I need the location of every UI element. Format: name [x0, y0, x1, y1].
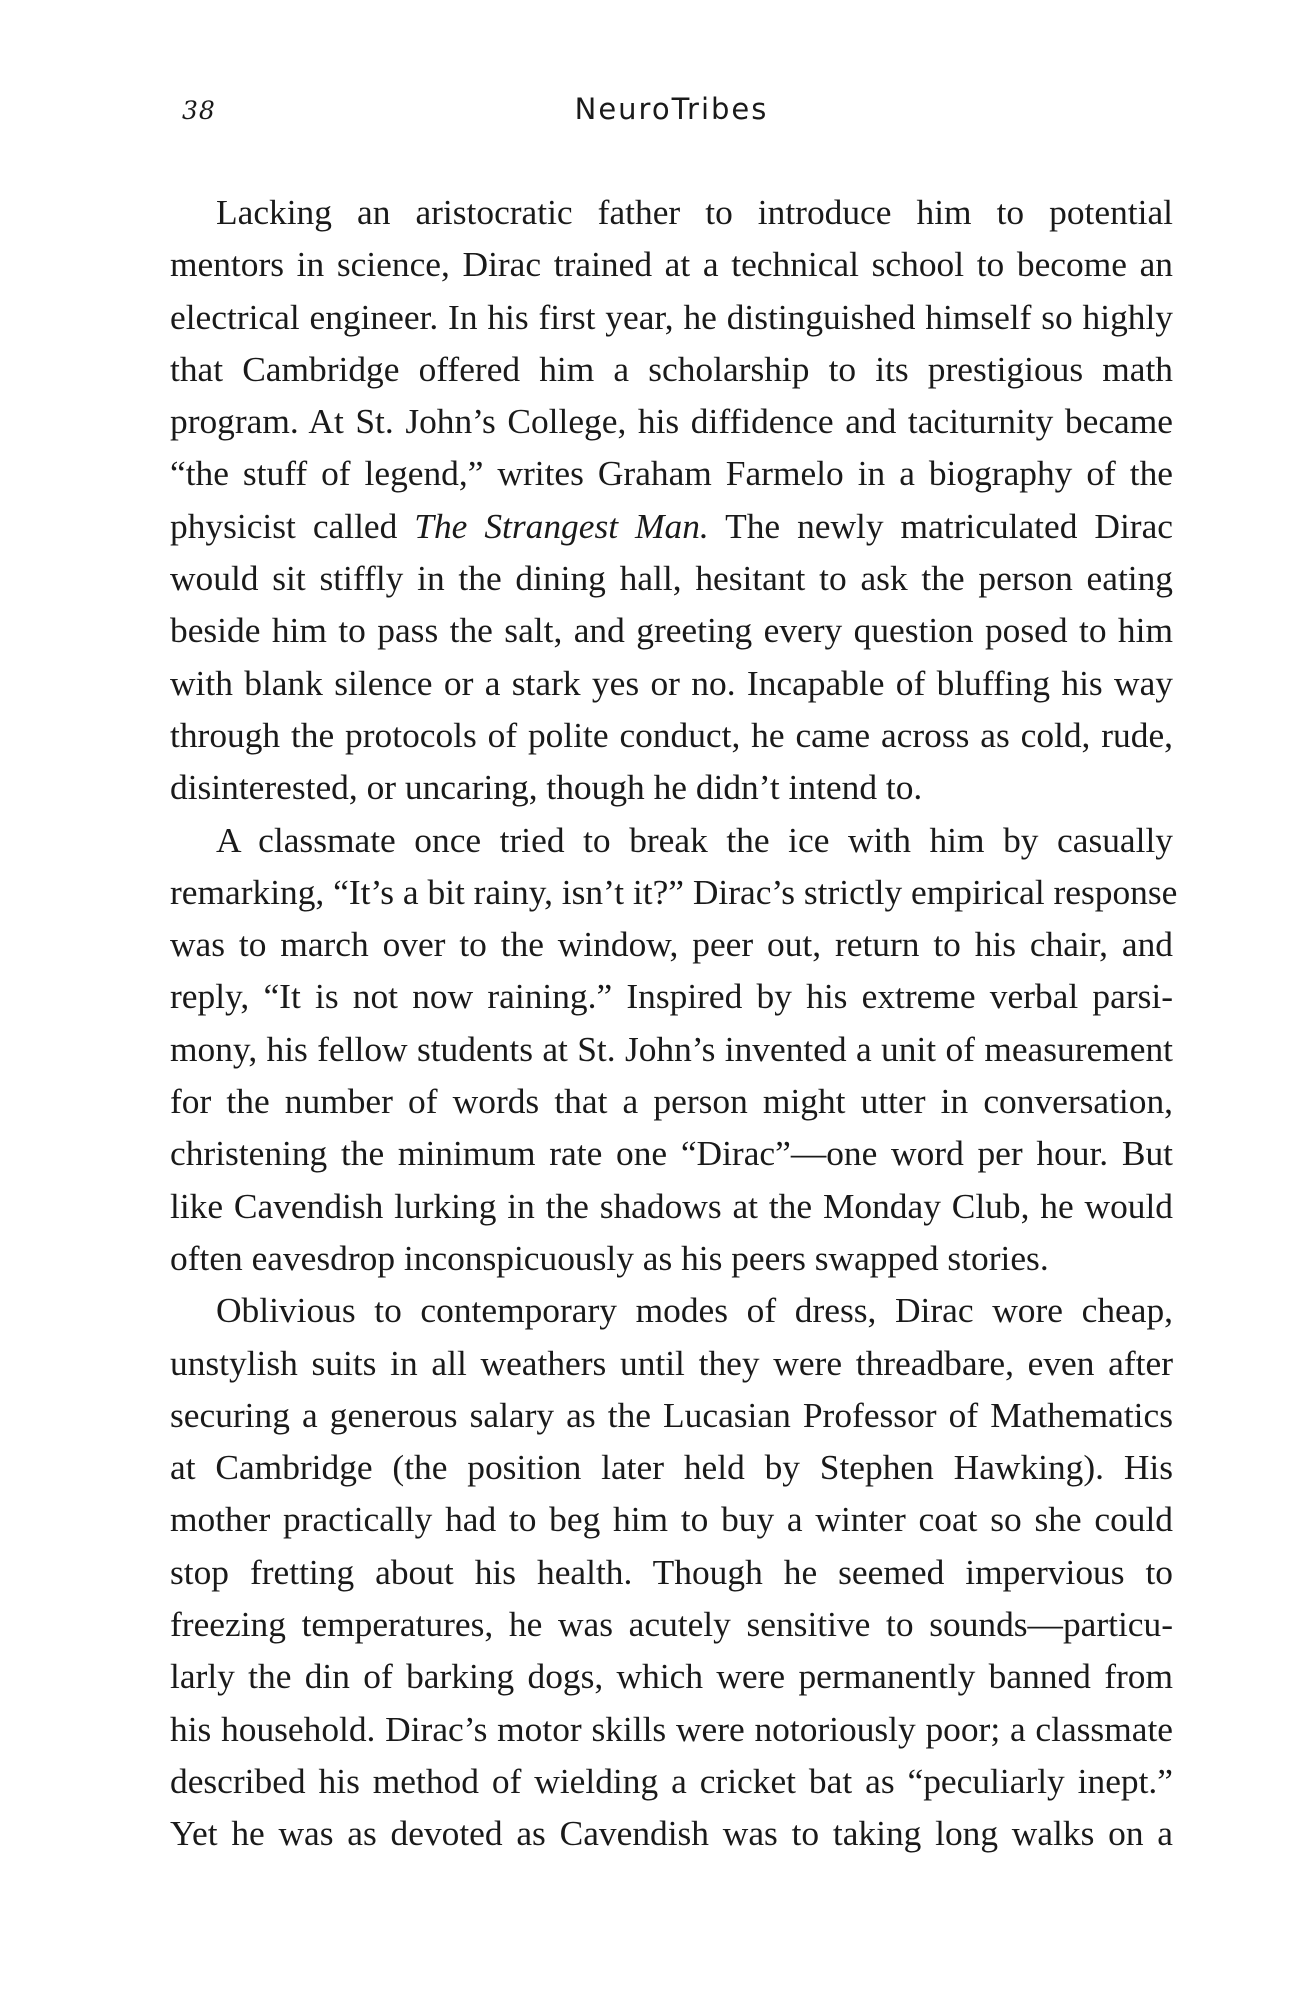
- text-line: “the stuff of legend,” writes Graham Farmelo in a biography of the: [170, 453, 1173, 494]
- text-line: disinterested, or uncaring, though he didn’t intend to.: [170, 767, 923, 808]
- text-line: often eavesdrop inconspicuously as his peers swapped stories.: [170, 1237, 1049, 1278]
- running-title: NeuroTribes: [574, 92, 769, 126]
- page-header: [170, 92, 1173, 132]
- text-line: like Cavendish lurking in the shadows at the Monday Club, he would: [170, 1185, 1173, 1226]
- text-line: freezing temperatures, he was acutely sensitive to sounds—particu-: [170, 1604, 1173, 1645]
- text-line: for the number of words that a person might utter in conversation,: [170, 1081, 1173, 1122]
- text-line: beside him to pass the salt, and greeting every question posed to him: [170, 610, 1173, 651]
- text-line: was to march over to the window, peer out, return to his chair, and: [170, 924, 1173, 965]
- text-line: mentors in science, Dirac trained at a technical school to become an: [170, 244, 1173, 285]
- text-line: mony, his fellow students at St. John’s invented a unit of measurement: [170, 1028, 1173, 1069]
- text-line: unstylish suits in all weathers until they were threadbare, even after: [170, 1342, 1173, 1383]
- text-line: reply, “It is not now raining.” Inspired by his extreme verbal parsi-: [170, 976, 1173, 1017]
- text-line: would sit stiffly in the dining hall, hesitant to ask the person eating: [170, 558, 1173, 599]
- paragraph: [170, 186, 1173, 814]
- page-number: 38: [182, 96, 216, 125]
- text-line: A classmate once tried to break the ice with him by casually: [216, 819, 1173, 860]
- text-line: physicist called The Strangest Man. The newly matriculated Dirac: [170, 505, 1173, 546]
- text-line: program. At St. John’s College, his diffidence and taciturnity became: [170, 401, 1173, 442]
- text-line: with blank silence or a stark yes or no. Incapable of bluffing his way: [170, 662, 1173, 703]
- text-line: at Cambridge (the position later held by Stephen Hawking). His: [170, 1447, 1173, 1488]
- text-line: christening the minimum rate one “Dirac”—one word per hour. But: [170, 1133, 1173, 1174]
- text-line: his household. Dirac’s motor skills were notoriously poor; a classmate: [170, 1708, 1173, 1749]
- text-line: Yet he was as devoted as Cavendish was to taking long walks on a: [170, 1813, 1173, 1854]
- text-line: securing a generous salary as the Lucasian Professor of Mathematics: [170, 1394, 1173, 1435]
- text-line: electrical engineer. In his first year, he distinguished himself so highly: [170, 296, 1173, 337]
- text-line: Lacking an aristocratic father to introduce him to potential: [216, 192, 1173, 232]
- book-title-italic: The Strangest Man.: [414, 505, 709, 546]
- text-line: mother practically had to beg him to buy a winter coat so she could: [170, 1499, 1173, 1540]
- text-line: stop fretting about his health. Though he seemed impervious to: [170, 1551, 1173, 1592]
- text-line: Oblivious to contemporary modes of dress, Dirac wore cheap,: [216, 1290, 1173, 1331]
- paragraph: [170, 814, 1178, 1285]
- text-line: described his method of wielding a cricket bat as “peculiarly inept.”: [170, 1760, 1173, 1801]
- text-line: larly the din of barking dogs, which were permanently banned from: [170, 1656, 1173, 1697]
- paragraph: [170, 1284, 1173, 1859]
- body-text: [170, 186, 1178, 1860]
- text-line: through the protocols of polite conduct, he came across as cold, rude,: [170, 714, 1173, 755]
- text-line: remarking, “It’s a bit rainy, isn’t it?” Dirac’s strictly empirical response: [170, 871, 1178, 912]
- text-line: that Cambridge offered him a scholarship to its prestigious math: [170, 348, 1173, 389]
